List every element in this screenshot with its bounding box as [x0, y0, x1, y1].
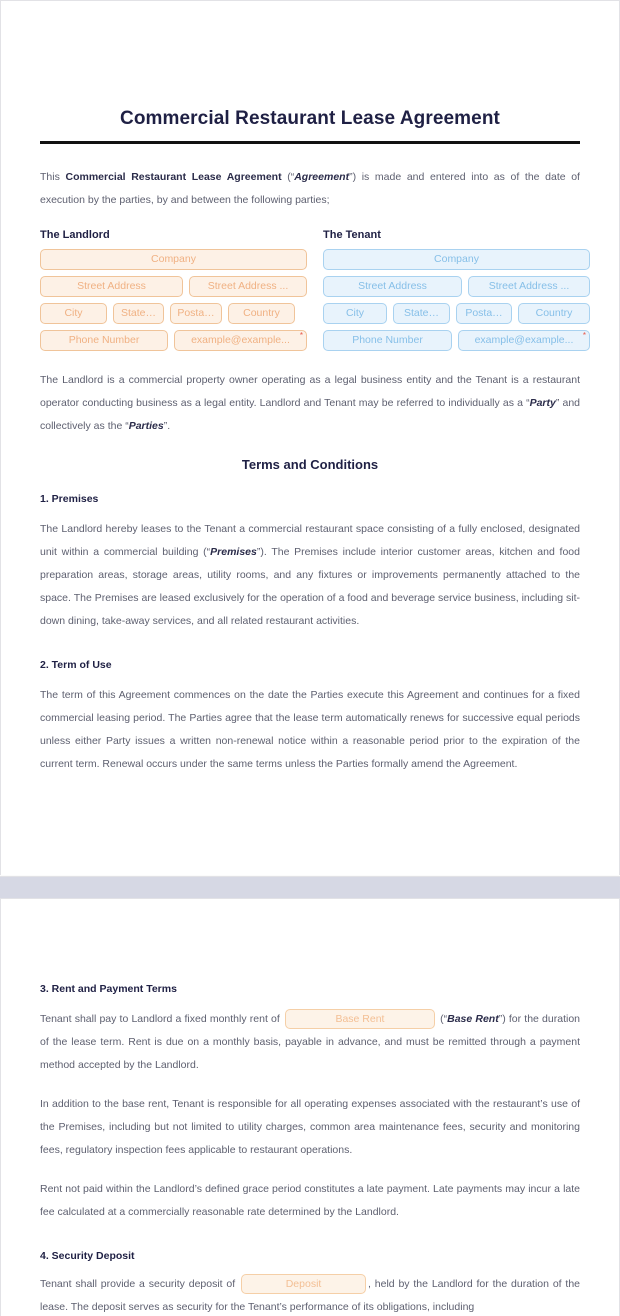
required-asterisk-icon: * — [582, 331, 586, 340]
page-separator — [0, 876, 620, 899]
landlord-email-field[interactable] — [174, 330, 307, 351]
rent-part2: (“ — [436, 1013, 448, 1025]
premises-part2: ”). The Premises include interior customer areas, kitchen and food preparation areas, storage areas, utility rooms, and any fixtures or improvements permanently attached to the space. The Premises are leased exclusively for the operation of a food and beverage service business, including sit-down dining, take-away services, and all related restaurant activities. — [40, 546, 580, 627]
base-rent-term: Base Rent — [447, 1013, 499, 1025]
intro-paren-close: ”) — [349, 171, 362, 183]
deposit-field[interactable]: Deposit — [241, 1274, 366, 1294]
intro-agreement-name: Commercial Restaurant Lease Agreement — [65, 171, 282, 183]
term-of-use-paragraph: The term of this Agreement commences on the date the Parties execute this Agreement and continues for a fixed commercial leasing period. The Parties agree that the lease term automatically renews for successive equal periods unless either Party issues a written non-renewal notice within a reasonable period prior to the expiration of the current term. Renewal occurs under the same terms unless the Parties formally amend the Agreement. — [40, 689, 580, 770]
tenant-row-locality — [323, 303, 590, 324]
intro-agreement-term: Agreement — [294, 171, 350, 183]
intro-paren-open: (“ — [281, 171, 295, 183]
landlord-postal-code-field[interactable]: Posta… — [170, 303, 222, 324]
intro-rest: is made and entered into as of the date of execution by the parties, by and between the following parties; — [40, 171, 580, 206]
section-heading-premises: 1. Premises — [40, 493, 99, 505]
premises-paragraph — [40, 518, 580, 633]
rent-paragraph-2: In addition to the base rent, Tenant is responsible for all operating expenses associated with the restaurant’s use of the Premises, including but not limited to utility charges, common area maintenance fees, security and monitoring fees, regulatory inspection fees applicable to restaurant operations. — [40, 1098, 580, 1156]
parties-definition-paragraph — [40, 357, 580, 438]
premises-part1: The Landlord hereby leases to the Tenant a commercial restaurant space consisting of a fully enclosed, designated unit within a commercial building (“ — [40, 523, 580, 558]
tenant-heading: The Tenant — [323, 229, 381, 241]
landlord-row-company — [40, 249, 307, 270]
landlord-row-address — [40, 276, 307, 297]
landlord-city-field[interactable]: City — [40, 303, 107, 324]
tenant-phone-field[interactable]: Phone Number — [323, 330, 452, 351]
premises-term: Premises — [210, 546, 257, 558]
section-heading-rent-and-payment-terms: 3. Rent and Payment Terms — [40, 983, 177, 995]
landlord-company-field[interactable]: Company — [40, 249, 307, 270]
party-term: Party — [529, 397, 556, 409]
rent-part1: Tenant shall pay to Landlord a fixed monthly rent of — [40, 1013, 283, 1025]
tenant-row-address — [323, 276, 590, 297]
deposit-part2: , held by the Landlord for the duration of the lease. The deposit serves as security for the Tenant’s performance of its obligations, including — [40, 1278, 580, 1313]
landlord-row-contact — [40, 330, 307, 351]
tenant-state-field[interactable]: State… — [393, 303, 450, 324]
terms-and-conditions-heading: Terms and Conditions — [241, 457, 379, 472]
landlord-heading: The Landlord — [40, 229, 110, 241]
required-asterisk-icon: * — [299, 331, 303, 340]
parties-part3: ”. — [163, 420, 171, 432]
page-title: Commercial Restaurant Lease Agreement — [120, 108, 500, 129]
landlord-block — [40, 229, 307, 357]
security-deposit-paragraph — [40, 1273, 580, 1316]
rent-paragraph-1 — [40, 1008, 580, 1077]
landlord-row-locality — [40, 303, 307, 324]
tenant-email-placeholder: example@example... — [474, 334, 574, 346]
landlord-street-address-field[interactable]: Street Address — [40, 276, 183, 297]
rent-paragraph-3: Rent not paid within the Landlord’s defined grace period constitutes a late payment. Late payments may incur a late fee calculated at a commercially reasonable rate determined by the Landlord. — [40, 1183, 580, 1218]
landlord-email-placeholder: example@example... — [191, 334, 290, 346]
parties-part1: The Landlord is a commercial property owner operating as a legal business entity and the Tenant is a restaurant operator conducting business as a legal entity. Landlord and Tenant may be referred to individually as a “ — [40, 374, 580, 409]
tenant-street-address-field[interactable]: Street Address — [323, 276, 462, 297]
tenant-row-company — [323, 249, 590, 270]
intro-paragraph — [40, 144, 580, 212]
tenant-street-address-2-field[interactable]: Street Address ... — [468, 276, 590, 297]
parties-part2: ” and collectively as the “ — [40, 397, 580, 432]
rent-part3: ”) for the duration of the lease term. Rent is due on a monthly basis, payable in advance, and must be remitted through a payment method accepted by the Landlord. — [40, 1013, 580, 1071]
landlord-phone-field[interactable]: Phone Number — [40, 330, 168, 351]
base-rent-field[interactable]: Base Rent — [285, 1009, 435, 1029]
section-heading-security-deposit: 4. Security Deposit — [40, 1250, 135, 1262]
landlord-street-address-2-field[interactable]: Street Address ... — [189, 276, 307, 297]
deposit-part1: Tenant shall provide a security deposit of — [40, 1278, 240, 1290]
tenant-company-field[interactable]: Company — [323, 249, 590, 270]
tenant-postal-code-field[interactable]: Posta… — [456, 303, 512, 324]
tenant-country-field[interactable]: Country — [518, 303, 590, 324]
parties-term: Parties — [128, 420, 164, 432]
tenant-block — [323, 229, 590, 357]
landlord-country-field[interactable]: Country — [228, 303, 295, 324]
tenant-row-contact — [323, 330, 590, 351]
document-page-2 — [0, 899, 620, 1316]
tenant-email-field[interactable] — [458, 330, 590, 351]
tenant-city-field[interactable]: City — [323, 303, 387, 324]
landlord-state-field[interactable]: State… — [113, 303, 164, 324]
parties-form — [40, 212, 586, 357]
section-heading-term-of-use: 2. Term of Use — [40, 659, 112, 671]
intro-prefix: This — [40, 171, 66, 183]
